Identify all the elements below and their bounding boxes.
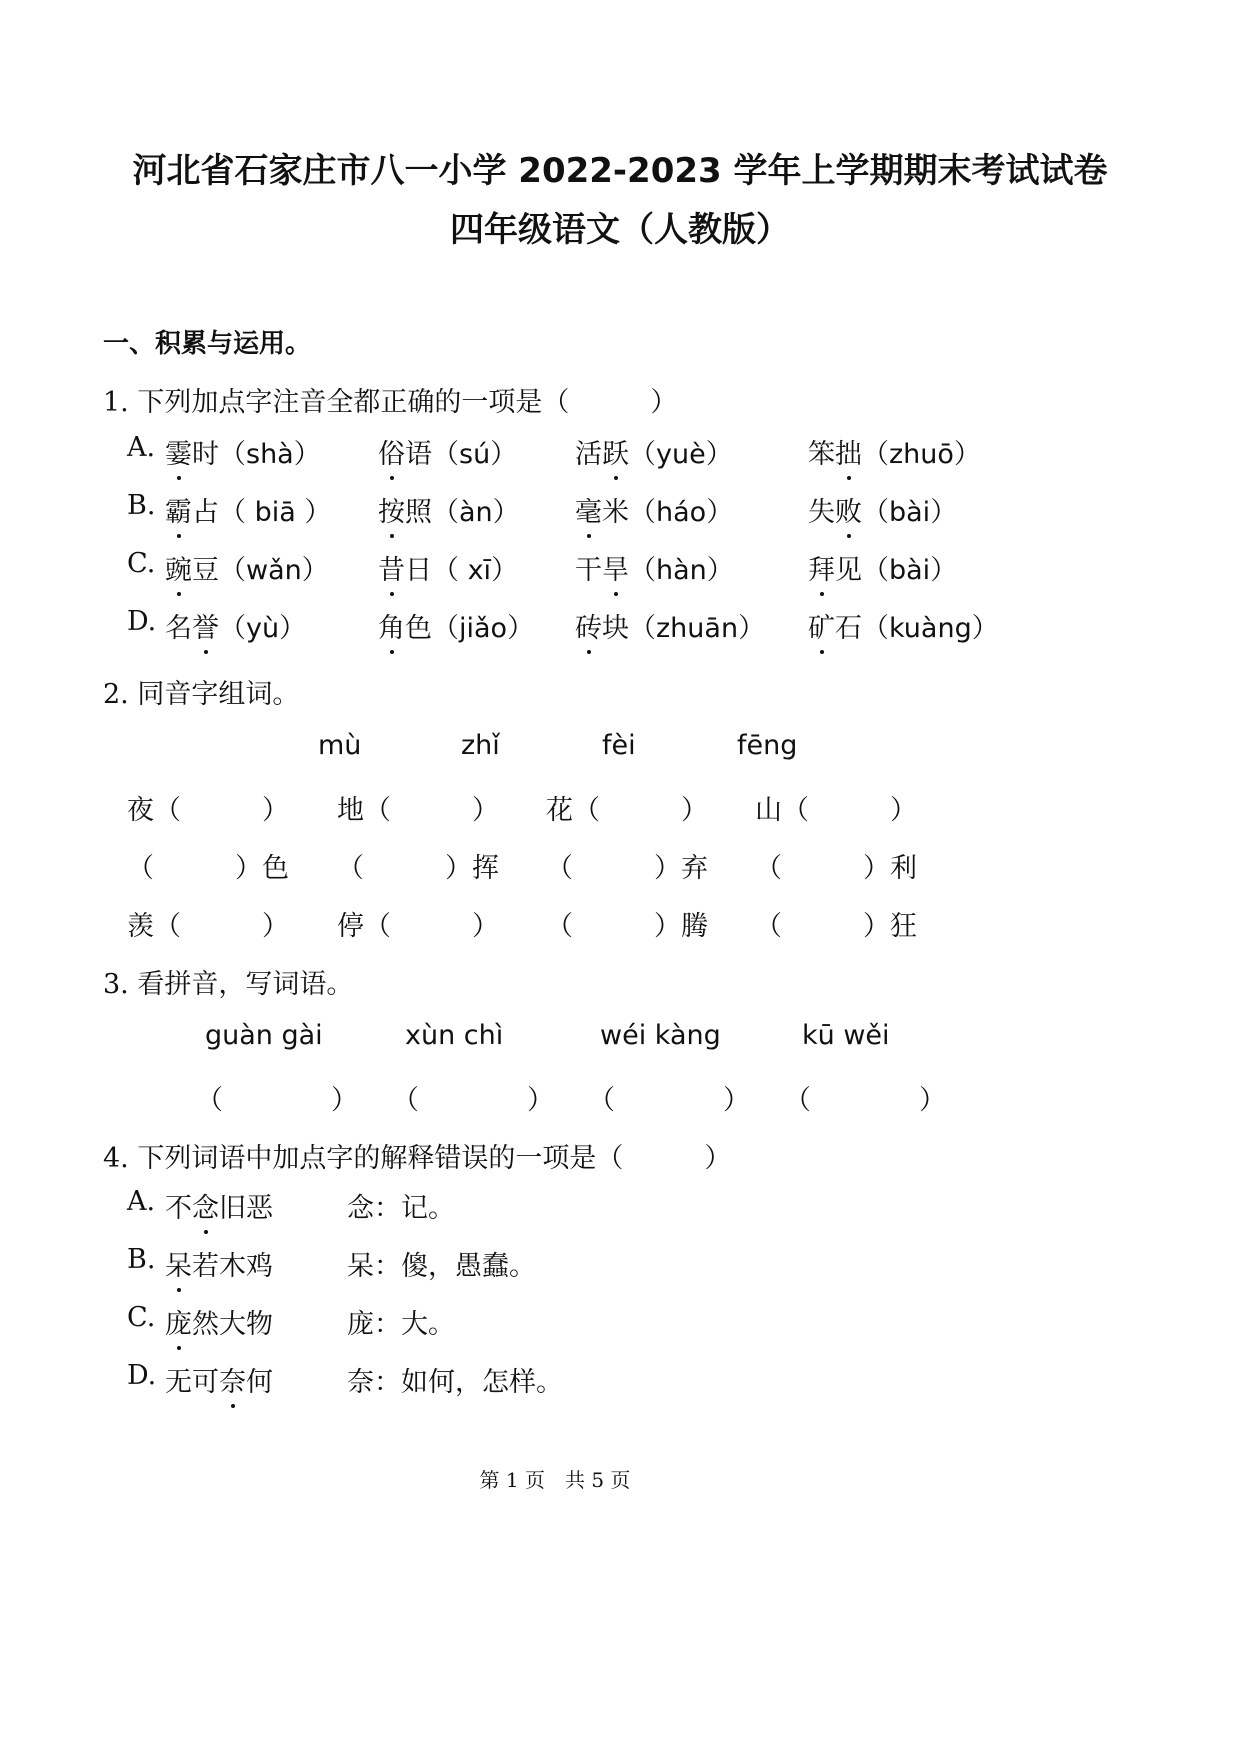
dotted-char: 拜 xyxy=(808,548,835,587)
q3-pinyin-4: kū wěi xyxy=(802,1020,890,1051)
word-part: 笨 xyxy=(808,439,835,470)
dotted-char: 按 xyxy=(378,490,405,529)
q2-pinyin-3: fèi xyxy=(602,730,636,761)
word-blank[interactable]: 花（ ） xyxy=(546,795,708,826)
idiom xyxy=(165,1302,273,1341)
q3-answer-blank[interactable]: （ ） xyxy=(196,1085,358,1116)
word-part: 不 xyxy=(165,1193,192,1224)
pinyin-annotation: shà xyxy=(246,439,294,470)
word-blank[interactable]: （ ）弃 xyxy=(546,853,708,884)
word-part: 然大物 xyxy=(192,1309,273,1340)
option-word: 拜见（bài） xyxy=(808,548,957,587)
q3-pinyin-2: xùn chì xyxy=(405,1020,504,1051)
exam-subtitle: 四年级语文（人教版） xyxy=(450,210,790,250)
dotted-char: 庞 xyxy=(165,1302,192,1341)
word-blank[interactable]: （ ）狂 xyxy=(755,911,917,942)
section-heading: 一、积累与运用。 xyxy=(103,329,312,359)
q2-pinyin-4: fēng xyxy=(737,730,798,761)
word-part: 时 xyxy=(192,439,219,470)
option-word: 砖块（zhuān） xyxy=(575,606,765,645)
dotted-char: 毫 xyxy=(575,490,602,529)
word-blank[interactable]: （ ）利 xyxy=(755,853,917,884)
pinyin-annotation: yuè xyxy=(656,439,706,470)
option-word: 按照（àn） xyxy=(378,490,520,529)
dotted-char: 霸 xyxy=(165,490,192,529)
dotted-char: 旱 xyxy=(602,548,629,587)
dotted-char: 矿 xyxy=(808,606,835,645)
word-part: 占 xyxy=(192,497,219,528)
option-word: 矿石（kuàng） xyxy=(808,606,999,645)
idiom xyxy=(165,1244,273,1283)
word-part: 语 xyxy=(405,439,432,470)
explanation: 呆：傻，愚蠢。 xyxy=(347,1251,536,1282)
word-part: 见 xyxy=(835,555,862,586)
word-part: 何 xyxy=(246,1367,273,1398)
word-part: 豆 xyxy=(192,555,219,586)
word-blank[interactable]: 夜（ ） xyxy=(127,795,289,826)
pinyin-annotation: kuàng xyxy=(889,613,972,644)
word-part: 名 xyxy=(165,613,192,644)
pinyin-annotation: zhuān xyxy=(656,613,739,644)
option-word: 俗语（sú） xyxy=(378,432,517,471)
option-label: A. xyxy=(127,432,156,463)
question-3-stem: 3. 看拼音，写词语。 xyxy=(103,969,354,1000)
dotted-char: 昔 xyxy=(378,548,405,587)
dotted-char: 拙 xyxy=(835,432,862,471)
page-footer: 第 1 页 共 5 页 xyxy=(479,1468,631,1492)
word-part: 干 xyxy=(575,555,602,586)
word-part: 若木鸡 xyxy=(192,1251,273,1282)
exam-title: 河北省石家庄市八一小学 2022-2023 学年上学期期末考试试卷 xyxy=(132,151,1108,191)
option-word: 笨拙（zhuō） xyxy=(808,432,981,471)
option-word: 霸占（ biā ） xyxy=(165,490,331,529)
q2-pinyin-2: zhǐ xyxy=(461,730,500,761)
option-word: 豌豆（wǎn） xyxy=(165,548,329,587)
option-word: 昔日（ xī） xyxy=(378,548,518,587)
word-part: 无可 xyxy=(165,1367,219,1398)
pinyin-annotation: wǎn xyxy=(246,555,302,586)
pinyin-annotation: bài xyxy=(889,555,931,586)
option-word: 失败（bài） xyxy=(808,490,957,529)
option-word: 角色（jiǎo） xyxy=(378,606,534,645)
word-blank[interactable]: 停（ ） xyxy=(337,911,499,942)
q3-pinyin-3: wéi kàng xyxy=(600,1020,721,1051)
option-label: D. xyxy=(127,606,157,637)
question-4-stem: 4. 下列词语中加点字的解释错误的一项是（ ） xyxy=(103,1143,732,1174)
option-label: C. xyxy=(127,1302,156,1333)
dotted-char: 呆 xyxy=(165,1244,192,1283)
word-part: 旧恶 xyxy=(219,1193,273,1224)
dotted-char: 霎 xyxy=(165,432,192,471)
word-blank[interactable]: （ ）腾 xyxy=(546,911,708,942)
question-1-stem: 1. 下列加点字注音全都正确的一项是（ ） xyxy=(103,387,678,418)
idiom xyxy=(165,1186,273,1225)
pinyin-annotation: sú xyxy=(459,439,491,470)
word-part: 块 xyxy=(602,613,629,644)
option-label: B. xyxy=(127,1244,156,1275)
dotted-char: 败 xyxy=(835,490,862,529)
dotted-char: 念 xyxy=(192,1186,219,1225)
word-blank[interactable]: （ ）挥 xyxy=(337,853,499,884)
word-part: 日 xyxy=(405,555,432,586)
pinyin-annotation: biā xyxy=(246,497,305,528)
pinyin-annotation: hàn xyxy=(656,555,707,586)
q2-pinyin-1: mù xyxy=(318,730,362,761)
explanation: 念：记。 xyxy=(347,1193,455,1224)
dotted-char: 誉 xyxy=(192,606,219,645)
q3-pinyin-1: guàn gài xyxy=(205,1020,323,1051)
word-part: 色 xyxy=(405,613,432,644)
option-word: 名誉（yù） xyxy=(165,606,306,645)
option-word: 活跃（yuè） xyxy=(575,432,733,471)
pinyin-annotation: háo xyxy=(656,497,707,528)
explanation: 奈：如何，怎样。 xyxy=(347,1367,563,1398)
pinyin-annotation: jiǎo xyxy=(459,613,508,644)
pinyin-annotation: àn xyxy=(459,497,493,528)
q3-answer-blank[interactable]: （ ） xyxy=(588,1085,750,1116)
word-blank[interactable]: 羡（ ） xyxy=(127,911,289,942)
dotted-char: 砖 xyxy=(575,606,602,645)
word-part: 活 xyxy=(575,439,602,470)
word-blank[interactable]: 山（ ） xyxy=(755,795,917,826)
word-part: 失 xyxy=(808,497,835,528)
option-label: A. xyxy=(127,1186,156,1217)
dotted-char: 跃 xyxy=(602,432,629,471)
option-word: 霎时（shà） xyxy=(165,432,321,471)
idiom xyxy=(165,1360,273,1399)
pinyin-annotation: yù xyxy=(246,613,280,644)
question-2-stem: 2. 同音字组词。 xyxy=(103,679,300,710)
dotted-char: 奈 xyxy=(219,1360,246,1399)
q3-answer-blank[interactable]: （ ） xyxy=(784,1085,946,1116)
q3-answer-blank[interactable]: （ ） xyxy=(392,1085,554,1116)
option-word: 毫米（háo） xyxy=(575,490,733,529)
pinyin-annotation: xī xyxy=(459,555,492,586)
option-label: B. xyxy=(127,490,156,521)
pinyin-annotation: zhuō xyxy=(889,439,954,470)
explanation: 庞：大。 xyxy=(347,1309,455,1340)
word-blank[interactable]: 地（ ） xyxy=(337,795,499,826)
dotted-char: 角 xyxy=(378,606,405,645)
option-label: D. xyxy=(127,1360,157,1391)
dotted-char: 俗 xyxy=(378,432,405,471)
pinyin-annotation: bài xyxy=(889,497,931,528)
dotted-char: 豌 xyxy=(165,548,192,587)
word-blank[interactable]: （ ）色 xyxy=(127,853,289,884)
word-part: 米 xyxy=(602,497,629,528)
word-part: 照 xyxy=(405,497,432,528)
option-label: C. xyxy=(127,548,156,579)
word-part: 石 xyxy=(835,613,862,644)
option-word: 干旱（hàn） xyxy=(575,548,734,587)
